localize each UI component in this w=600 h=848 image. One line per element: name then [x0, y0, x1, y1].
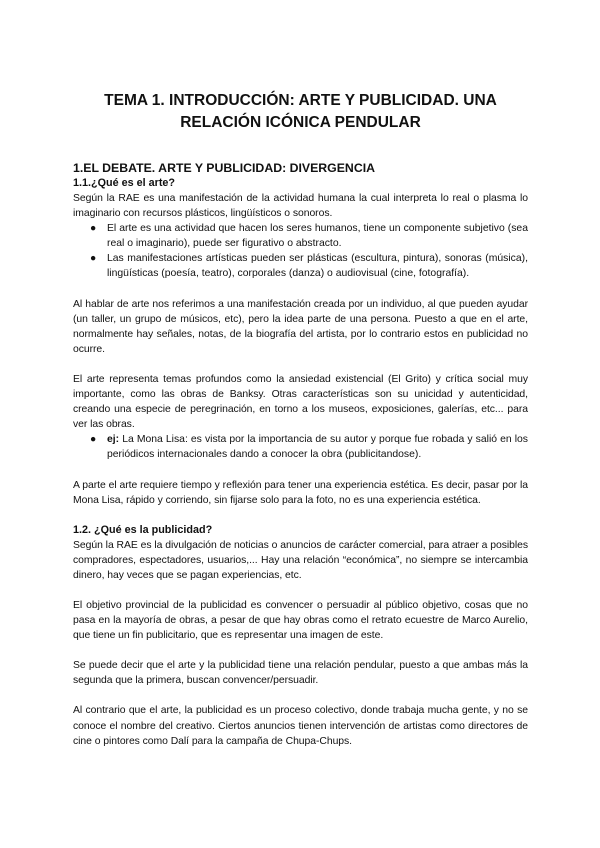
bullet-icon: ● — [90, 253, 97, 265]
title-line-1: TEMA 1. INTRODUCCIÓN: ARTE Y PUBLICIDAD. UNA — [104, 92, 497, 109]
example-label: ej: — [107, 434, 120, 446]
title-line-2: RELACIÓN ICÓNICA PENDULAR — [180, 114, 421, 131]
document-content — [73, 90, 528, 764]
list-item-example — [90, 432, 528, 462]
paragraph-arte-experiencia: A parte el arte requiere tiempo y reflexión para tener una experiencia estética. Es decir, pasar por la Mona Lisa, rápido y corriendo, sin fijarse solo para la foto, no es una experiencia estética. — [73, 479, 528, 506]
list-item: ● Las manifestaciones artísticas pueden ser plásticas (escultura, pintura), sonoras (música), lingüísticas (poesía, teatro), corporales (danza) o audiovisual (cine, fotografía). — [90, 253, 528, 280]
bullet-list-ejemplo — [73, 432, 528, 462]
bullet-icon: ● — [90, 223, 97, 235]
paragraph-publicidad-definition: Según la RAE es la divulgación de noticias o anuncios de carácter comercial, para atraer a posibles compradores, espectadores, usuarios,... Hay una relación “económica”, no siempre se intercambia dinero, hay veces que se pagan experiencias, etc. — [73, 539, 528, 581]
bullet-icon: ● — [90, 434, 97, 446]
paragraph-publicidad-objetivo: El objetivo provincial de la publicidad es convencer o persuadir al público objetivo, cosas que no pasa en la mayoría de obras, a pesar de que hay obras como el retrato ecuestre de Marco Aurelio, que tiene un fin publicitario, que es representar una imagen de este. — [73, 599, 528, 642]
example-text: La Mona Lisa: es vista por la importancia de su autor y porque fue robada y salió en los periódicos internacionales dando a conocer la obra (publicitandose). — [107, 434, 528, 461]
subsection-heading-arte: 1.1.¿Qué es el arte? — [73, 177, 176, 189]
paragraph-arte-definition: Según la RAE es una manifestación de la actividad humana la cual interpreta lo real o plasma lo imaginario con recursos plásticos, lingüísticos o sonoros. — [73, 193, 528, 220]
document-title — [73, 90, 528, 134]
section-heading-debate: 1.EL DEBATE. ARTE Y PUBLICIDAD: DIVERGENCIA — [73, 161, 375, 175]
paragraph-publicidad-colectivo: Al contrario que el arte, la publicidad es un proceso colectivo, donde trabaja mucha gente, y no se conoce el nombre del creativo. Ciertos anuncios tienen intervención de artistas como directores de cine o pintores como Dalí para la campaña de Chupa-Chups. — [73, 705, 528, 747]
paragraph-arte-individuo: Al hablar de arte nos referimos a una manifestación creada por un individuo, al que pueden ayudar (un taller, un grupo de músicos, etc), pero la idea parte de una persona. Puesto a que en el arte, normalmente hay señales, notas, de la biografía del artista, por lo contrario estos en publicidad no ocurre. — [73, 298, 528, 355]
bullet-list-arte — [73, 221, 528, 281]
subsection-heading-publicidad: 1.2. ¿Qué es la publicidad? — [73, 523, 213, 536]
list-item: ● El arte es una actividad que hacen los seres humanos, tiene un componente subjetivo (sea real o imaginario), puede ser figurativo o abstracto. — [90, 223, 528, 250]
paragraph-publicidad-pendular: Se puede decir que el arte y la publicidad tiene una relación pendular, puesto a que ambas más la segunda que la primera, buscan convencer/persuadir. — [73, 660, 528, 687]
paragraph-arte-temas: El arte representa temas profundos como la ansiedad existencial (El Grito) y crítica social muy importante, como las obras de Banksy. Otras características son su unicidad y autenticidad, creando una especie de peregrinación, en torno a los museos, exposiciones, galerías, etc... para ver las obras. — [73, 373, 528, 431]
